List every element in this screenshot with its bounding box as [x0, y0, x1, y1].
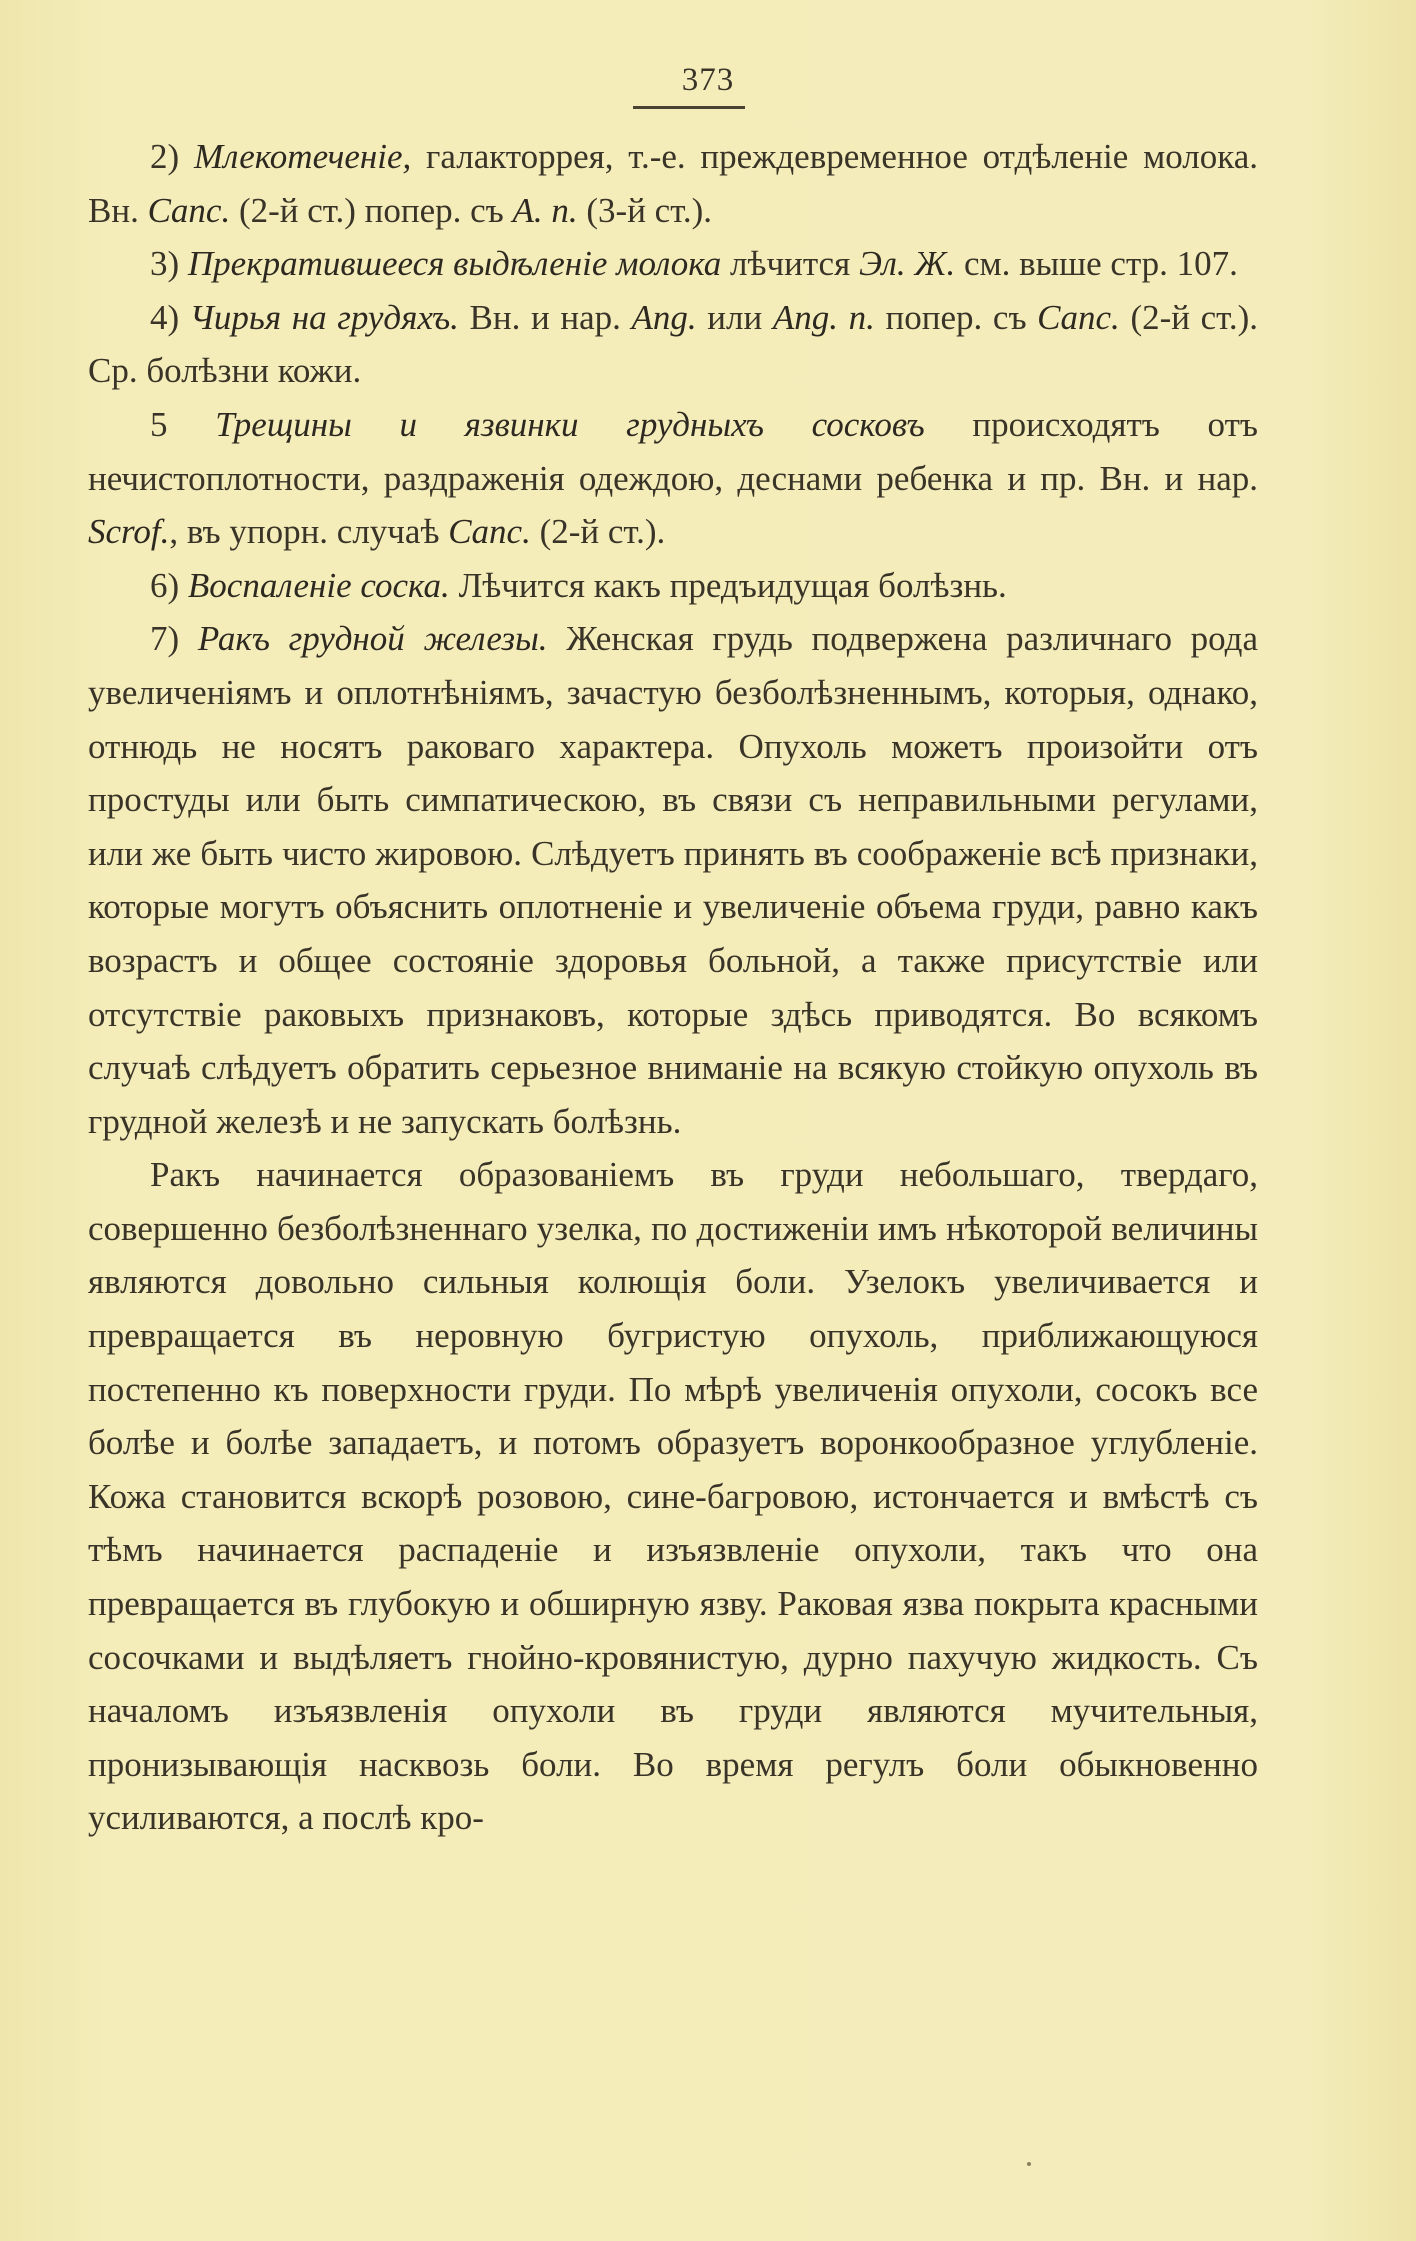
item-title: Млекотеченіе, — [193, 137, 412, 176]
item-number: 5 — [150, 404, 168, 444]
paragraph-cancer-description: Ракъ начинается образованіемъ въ груди небольшаго, твердаго, совершенно безболѣзненнаго узелка, по достиженіи имъ нѣкоторой величины являются довольно сильныя колющія боли. Узелокъ увеличивается и превращается въ неровную бугристую опухоль, приближающуюся постепенно къ поверхности груди. По мѣрѣ увеличенія опухоли, сосокъ все болѣе и болѣе западаетъ, и потомъ образуетъ воронкообразное углубленіе. Кожа становится вскорѣ розовою, сине-багровою, истончается и вмѣстѣ съ тѣмъ начинается распаденіе и изъязвленіе опухоли, такъ что она превращается въ глубокую и обширную язву. Раковая язва покрыта красными сосочками и выдѣляетъ гнойно-кровянистую, дурно пахучую жидкость. Съ началомъ изъязвленія опухоли въ груди являются мучительныя, пронизывающія насквозь боли. Во время регулъ боли обыкновенно усиливаются, а послѣ кро- — [88, 1155, 1258, 1838]
item-number: 4) — [150, 297, 180, 337]
paragraph-item-2 — [88, 130, 1258, 237]
paragraph-item-6 — [88, 559, 1258, 613]
paragraph-item-7 — [88, 612, 1258, 1148]
remedy-abbr: Эл. Ж. — [858, 244, 956, 284]
item-number: 3) — [150, 244, 180, 284]
item-title: Ракъ грудной железы. — [197, 619, 548, 659]
text-run: Женская грудь подвержена различнаго рода увеличеніямъ и оплотнѣніямъ, зачастую безболѣзненнымъ, которыя, однако, отнюдь не носятъ раковаго характера. Опухоль можетъ произойти отъ простуды или быть симпатическою, въ связи съ неправильными регулами, или же быть чисто жировою. Слѣдуетъ принять въ соображеніе всѣ признаки, которые могутъ объяснить оплотненіе и увеличеніе объема груди, равно какъ возрастъ и общее состояніе здоровья больной, а также присутствіе или отсутствіе раковыхъ признаковъ, которые здѣсь приводятся. Во всякомъ случаѣ слѣдуетъ обратить серьезное вниманіе на всякую стойкую опухоль въ грудной железѣ и не запускать болѣзнь. — [88, 619, 1258, 1141]
page-number-rule — [633, 106, 745, 109]
text-run: галакторрея, т.-е. преждевременное отдѣленіе молока. Вн. — [88, 137, 1258, 230]
paragraph-item-3 — [88, 237, 1258, 291]
item-number: 2) — [150, 137, 180, 176]
item-title: Чирья на грудяхъ. — [189, 297, 459, 337]
text-run: происходятъ отъ нечистоплотности, раздраженія одеждою, деснами ребенка и пр. Вн. и нар. — [88, 404, 1258, 498]
remedy-abbr: Canc. — [1037, 297, 1120, 337]
remedy-abbr: Scrof. — [88, 512, 170, 552]
remedy-abbr: A. n. — [512, 190, 578, 230]
item-title: Прекратившееся выдѣленіе молока — [187, 244, 722, 284]
text-run: (2-й ст.) попер. съ — [230, 190, 513, 230]
remedy-abbr: Canc. — [147, 190, 231, 230]
paragraph-item-5 — [88, 398, 1258, 559]
page-number: 373 — [681, 62, 735, 98]
text-run: попер. съ — [874, 297, 1038, 337]
text-run: (2-й ст.). Ср. болѣзни кожи. — [88, 297, 1258, 391]
text-run: (3-й ст.). — [577, 190, 713, 230]
remedy-abbr: Ang. n. — [772, 297, 875, 337]
text-run: лѣчится — [721, 244, 859, 284]
paragraph-item-4 — [88, 291, 1258, 398]
text-run: Вн. и нар. — [458, 297, 632, 337]
item-number: 7) — [150, 619, 180, 659]
item-title: Воспаленіе соска. — [187, 565, 450, 605]
remedy-abbr: Canc. — [448, 512, 531, 552]
text-run: см. выше стр. 107. — [955, 244, 1238, 284]
remedy-abbr: Ang. — [631, 297, 697, 337]
item-number: 6) — [150, 565, 180, 605]
item-title: Трещины и язвинки грудныхъ сосковъ — [215, 404, 925, 444]
text-run: или — [696, 297, 773, 337]
text-run: (2-й ст.). — [530, 512, 666, 552]
text-run: , въ упорн. случаѣ — [169, 512, 449, 552]
body-text — [88, 130, 1258, 1845]
text-run: Лѣчится какъ предъидущая болѣзнь. — [449, 565, 1007, 605]
paper-speck — [1027, 2162, 1031, 2166]
